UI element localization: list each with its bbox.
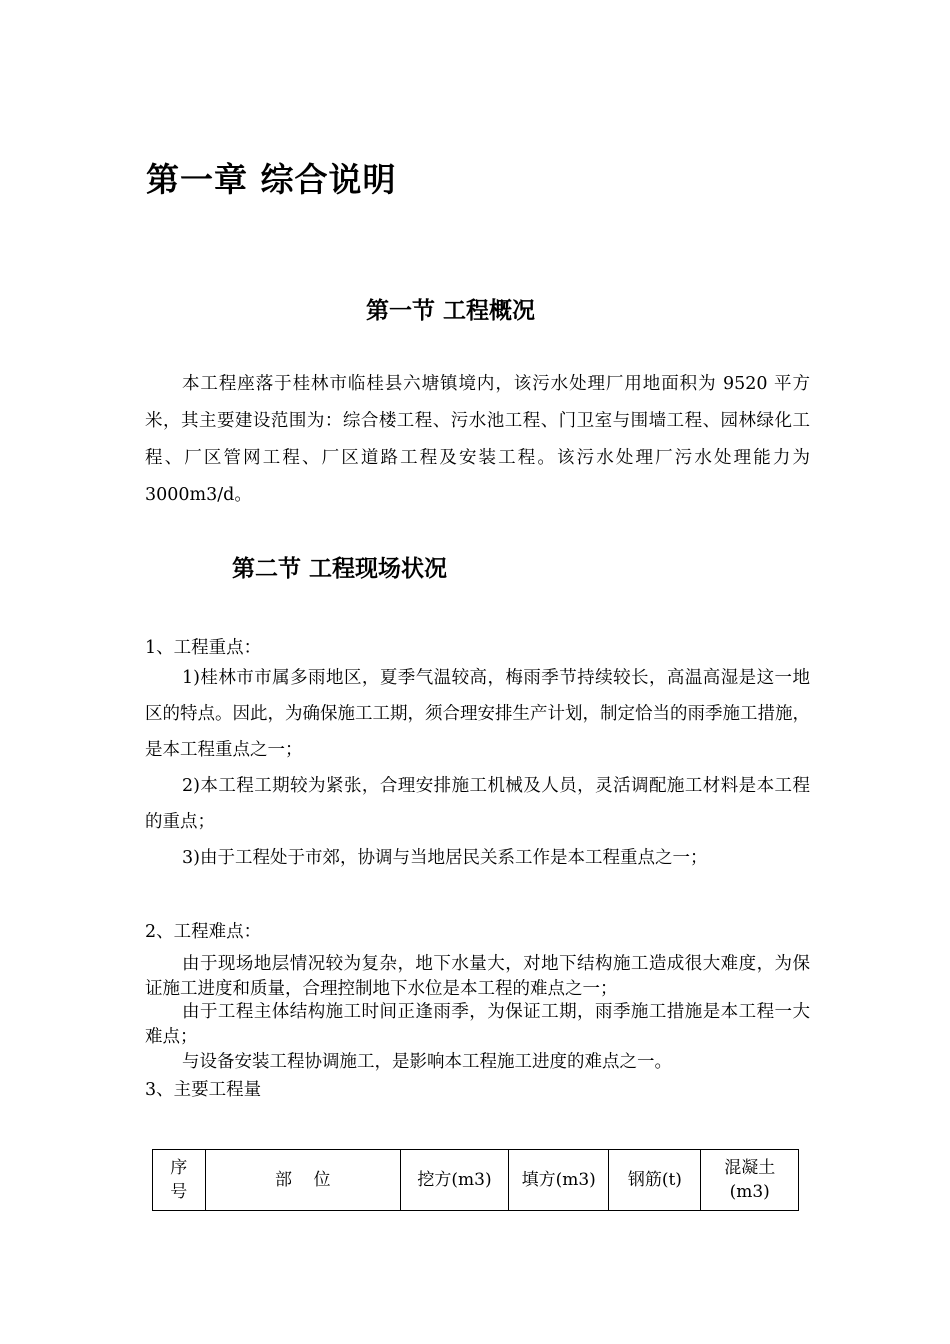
section-1-title: 第一节 工程概况 [366, 298, 536, 324]
quantities-heading: 3、主要工程量 [145, 1080, 262, 1100]
col-header-number: 序号 [153, 1150, 206, 1211]
chapter-title: 第一章 综合说明 [146, 160, 397, 199]
col-header-excavation: 挖方(m3) [400, 1150, 508, 1211]
key-point-item: 1)桂林市市属多雨地区，夏季气温较高，梅雨季节持续较长，高温高湿是这一地区的特点。因此，为确保施工工期，须合理安排生产计划，制定恰当的雨季施工措施，是本工程重点之一； [145, 668, 810, 760]
col-header-concrete: 混凝土(m3) [701, 1150, 799, 1211]
difficulty-item: 由于现场地层情况较为复杂，地下水量大，对地下结构施工造成很大难度，为保证施工进度和质量，合理控制地下水位是本工程的难点之一； [145, 954, 810, 999]
difficulty-item: 与设备安装工程协调施工，是影响本工程施工进度的难点之一。 [182, 1052, 672, 1072]
col-header-rebar: 钢筋(t) [609, 1150, 701, 1211]
col-header-part: 部 位 [205, 1150, 400, 1211]
difficulties-heading: 2、工程难点： [145, 922, 262, 942]
col-header-fill: 填方(m3) [509, 1150, 609, 1211]
quantities-table [152, 1149, 799, 1211]
key-point-item: 2)本工程工期较为紧张，合理安排施工机械及人员，灵活调配施工材料是本工程的重点； [145, 776, 810, 832]
difficulty-item: 由于工程主体结构施工时间正逢雨季，为保证工期，雨季施工措施是本工程一大难点； [145, 1002, 810, 1047]
section-2-title: 第二节 工程现场状况 [232, 556, 448, 582]
key-points-heading: 1、工程重点： [145, 638, 262, 658]
table-header-row [153, 1150, 799, 1211]
key-point-item: 3)由于工程处于市郊，协调与当地居民关系工作是本工程重点之一； [182, 848, 708, 868]
overview-paragraph: 本工程座落于桂林市临桂县六塘镇境内，该污水处理厂用地面积为 9520 平方米，其主要建设范围为：综合楼工程、污水池工程、门卫室与围墙工程、园林绿化工程、厂区管网工程、厂区道路工程及安装工程。该污水处理厂污水处理能力为 3000m3/d。 [145, 374, 810, 505]
